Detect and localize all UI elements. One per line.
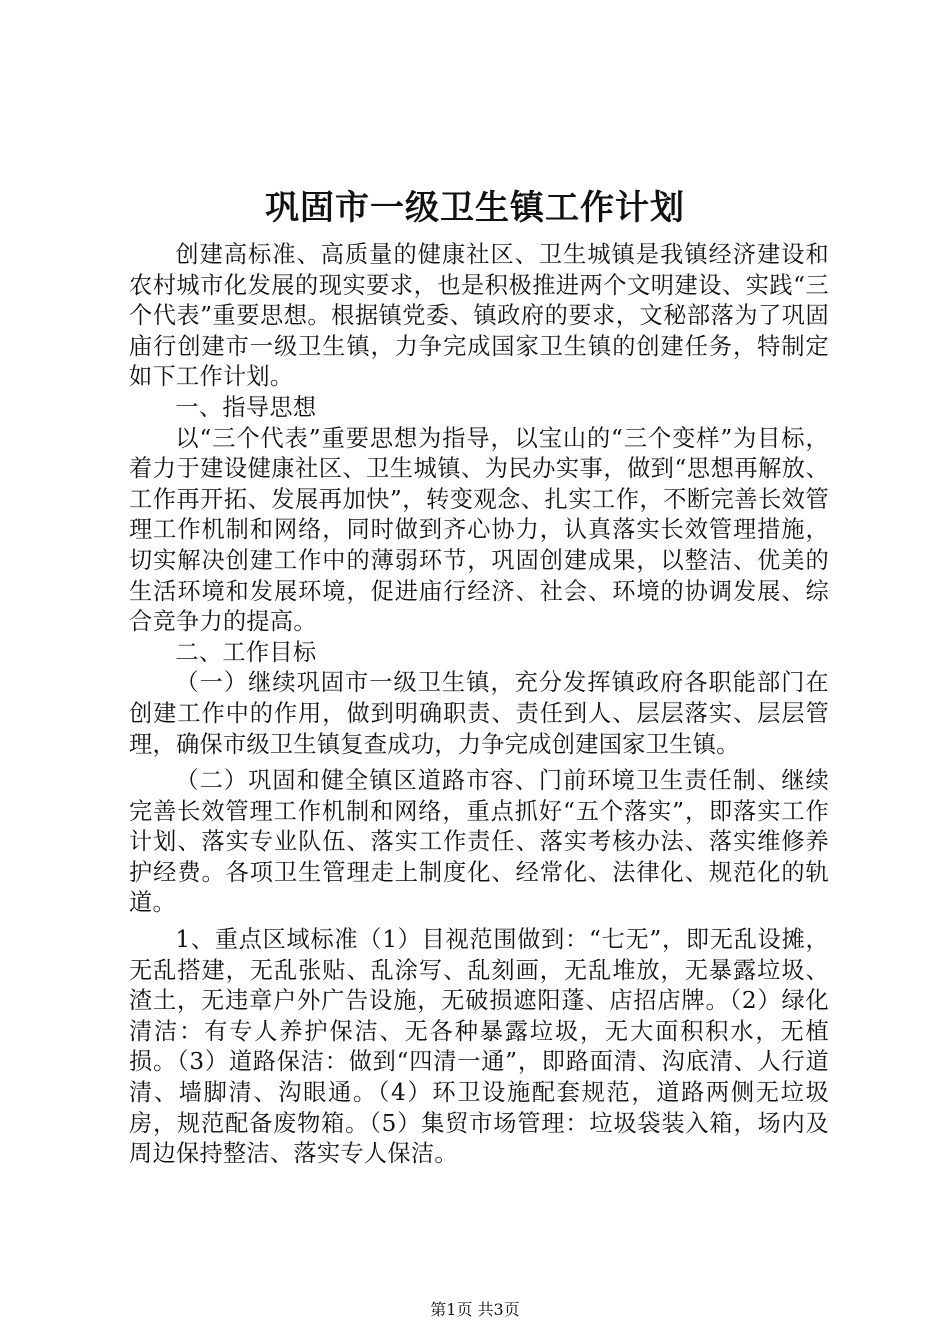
intro-paragraph: 创建高标准、高质量的健康社区、卫生城镇是我镇经济建设和农村城市化发展的现实要求，也是积极推进两个文明建设、实践“三个代表”重要思想。根据镇党委、镇政府的要求，文秘部落为了巩固庙行创建市一级卫生镇，力争完成国家卫生镇的创建任务，特制定如下工作计划。 [129,241,829,391]
section-heading-work-goals: 二、工作目标 [175,638,317,666]
guiding-ideology-paragraph: 以“三个代表”重要思想为指导，以宝山的“三个变样”为目标，着力于建设健康社区、卫生城镇、为民办实事，做到“思想再解放、工作再开拓、发展再加快”，转变观念、扎实工作，不断完善长效管理工作机制和网络，同时做到齐心协力，认真落实长效管理措施，切实解决创建工作中的薄弱环节，巩固创建成果，以整洁、优美的生活环境和发展环境，促进庙行经济、社会、环境的协调发展、综合竞争力的提高。 [129,424,829,636]
document-title: 巩固市一级卫生镇工作计划 [265,188,685,228]
goal-two-paragraph: （二）巩固和健全镇区道路市容、门前环境卫生责任制、继续完善长效管理工作机制和网络，重点抓好“五个落实”，即落实工作计划、落实专业队伍、落实工作责任、落实考核办法、落实维修养护经费。各项卫生管理走上制度化、经常化、法律化、规范化的轨道。 [129,767,829,917]
page-number-footer: 第1页 共3页 [430,1300,520,1319]
key-area-standards-paragraph: 1、重点区域标准（1）目视范围做到：“七无”，即无乱设摊，无乱搭建，无乱张贴、乱涂写、乱刻画，无乱堆放，无暴露垃圾、渣土，无违章户外广告设施，无破损遮阳蓬、店招店牌。（2）绿化清洁：有专人养护保洁、无各种暴露垃圾，无大面积积水，无植损。（3）道路保洁：做到“四清一通”，即路面清、沟底清、人行道清、墙脚清、沟眼通。（4）环卫设施配套规范，道路两侧无垃圾房，规范配备废物箱。（5）集贸市场管理：垃圾袋装入箱，场内及周边保持整洁、落实专人保洁。 [129,926,829,1168]
document-body [129,240,829,1170]
goal-one-paragraph: （一）继续巩固市一级卫生镇，充分发挥镇政府各职能部门在创建工作中的作用，做到明确职责、责任到人、层层落实、层层管理，确保市级卫生镇复查成功，力争完成创建国家卫生镇。 [129,669,829,758]
section-heading-guiding-ideology: 一、指导思想 [175,393,317,421]
